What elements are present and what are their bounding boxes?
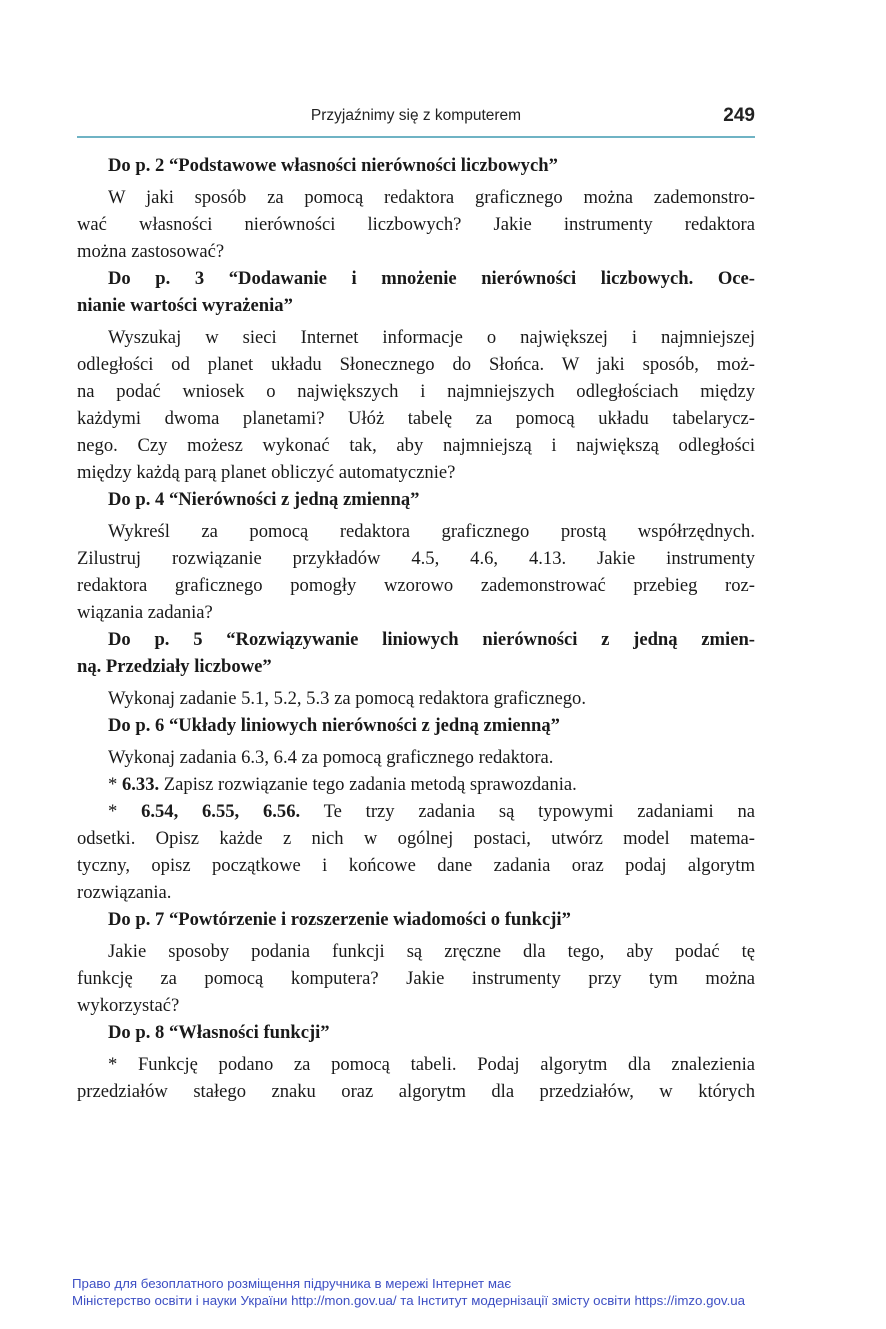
paragraph <box>77 518 755 626</box>
paragraph <box>77 938 755 1019</box>
text-line: Do p. 3 “Dodawanie i mnożenie nierówności liczbowych. Oce- <box>108 268 755 289</box>
paragraph <box>77 744 755 771</box>
text-line: tyczny, opisz początkowe i końcowe dane zadania oraz podaj algorytm <box>77 855 755 876</box>
task-number: 6.54, 6.55, 6.56. <box>141 801 301 822</box>
text-line: przedziałów stałego znaku oraz algorytm dla przedziałów, w których <box>77 1081 755 1102</box>
paragraph <box>77 685 755 712</box>
text-line: nego. Czy możesz wykonać tak, aby najmniejszą i największą odległości <box>77 435 755 456</box>
section-heading <box>77 906 755 933</box>
paragraph <box>77 184 755 265</box>
text-line: * 6.33. Zapisz rozwiązanie tego zadania metodą sprawozdania. <box>108 774 577 795</box>
text-line: Wykonaj zadanie 5.1, 5.2, 5.3 za pomocą redaktora graficznego. <box>108 688 586 709</box>
text-line: na podać wniosek o największych i najmniejszych odległościach między <box>77 381 755 402</box>
text-line: redaktora graficznego pomogły wzorowo zademonstrować przebieg roz- <box>77 575 755 596</box>
text-line: odsetki. Opisz każde z nich w ogólnej postaci, utwórz model matema- <box>77 828 755 849</box>
text-line: odległości od planet układu Słonecznego do Słońca. W jaki sposób, moż- <box>77 354 755 375</box>
paragraph <box>77 771 755 798</box>
section-heading <box>77 1019 755 1046</box>
text-line: wykorzystać? <box>77 995 180 1016</box>
text-line: między każdą parą planet obliczyć automatycznie? <box>77 462 456 483</box>
text-line: Jakie sposoby podania funkcji są zręczne dla tego, aby podać tę <box>108 941 755 962</box>
text-line: Do p. 2 “Podstawowe własności nierówności liczbowych” <box>108 155 558 176</box>
text-line: Do p. 4 “Nierówności z jedną zmienną” <box>108 489 420 510</box>
text-line: W jaki sposób za pomocą redaktora graficznego można zademonstro- <box>108 187 755 208</box>
text-line: Wykonaj zadania 6.3, 6.4 za pomocą graficznego redaktora. <box>108 747 554 768</box>
text-line: rozwiązania. <box>77 882 172 903</box>
section-heading <box>77 626 755 680</box>
page-body <box>77 152 755 1105</box>
footer-notice <box>72 1275 745 1309</box>
text-line: Do p. 7 “Powtórzenie i rozszerzenie wiadomości o funkcji” <box>108 909 571 930</box>
text-line: można zastosować? <box>77 241 225 262</box>
text-line: * Funkcję podano za pomocą tabeli. Podaj algorytm dla znalezienia <box>108 1054 755 1075</box>
section-heading <box>77 486 755 513</box>
text-line: wiązania zadania? <box>77 602 213 623</box>
section-heading <box>77 712 755 739</box>
section-heading <box>77 152 755 179</box>
section-heading <box>77 265 755 319</box>
text-line: ną. Przedziały liczbowe” <box>77 656 272 677</box>
text-line: Do p. 8 “Własności funkcji” <box>108 1022 330 1043</box>
text-line: Do p. 5 “Rozwiązywanie liniowych nierówności z jedną zmien- <box>108 629 755 650</box>
page-number: 249 <box>723 105 755 126</box>
paragraph <box>77 1051 755 1105</box>
text-line: Wykreśl za pomocą redaktora graficznego prostą współrzędnych. <box>108 521 755 542</box>
text-line: każdymi dwoma planetami? Ułóż tabelę za pomocą układu tabelarycz- <box>77 408 755 429</box>
paragraph <box>77 798 755 906</box>
text-line: * 6.54, 6.55, 6.56. Te trzy zadania są typowymi zadaniami na <box>108 801 755 822</box>
paragraph <box>77 324 755 486</box>
text-line: Wyszukaj w sieci Internet informacje o największej i najmniejszej <box>108 327 755 348</box>
text-line: nianie wartości wyrażenia” <box>77 295 293 316</box>
footer-line-1: Право для безоплатного розміщення підручника в мережі Інтернет має <box>72 1276 512 1291</box>
page-header <box>77 104 755 138</box>
footer-line-2: Міністерство освіти і науки України http://mon.gov.ua/ та Інститут модернізації змісту освіти https://imzo.gov.ua <box>72 1293 746 1308</box>
text-line: wać własności nierówności liczbowych? Jakie instrumenty redaktora <box>77 214 755 235</box>
task-number: 6.33. <box>121 774 160 795</box>
text-line: Do p. 6 “Układy liniowych nierówności z jedną zmienną” <box>108 715 560 736</box>
text-line: Zilustruj rozwiązanie przykładów 4.5, 4.6, 4.13. Jakie instrumenty <box>77 548 755 569</box>
text-line: funkcję za pomocą komputera? Jakie instrumenty przy tym można <box>77 968 755 989</box>
running-title: Przyjaźnimy się z komputerem <box>310 107 522 124</box>
